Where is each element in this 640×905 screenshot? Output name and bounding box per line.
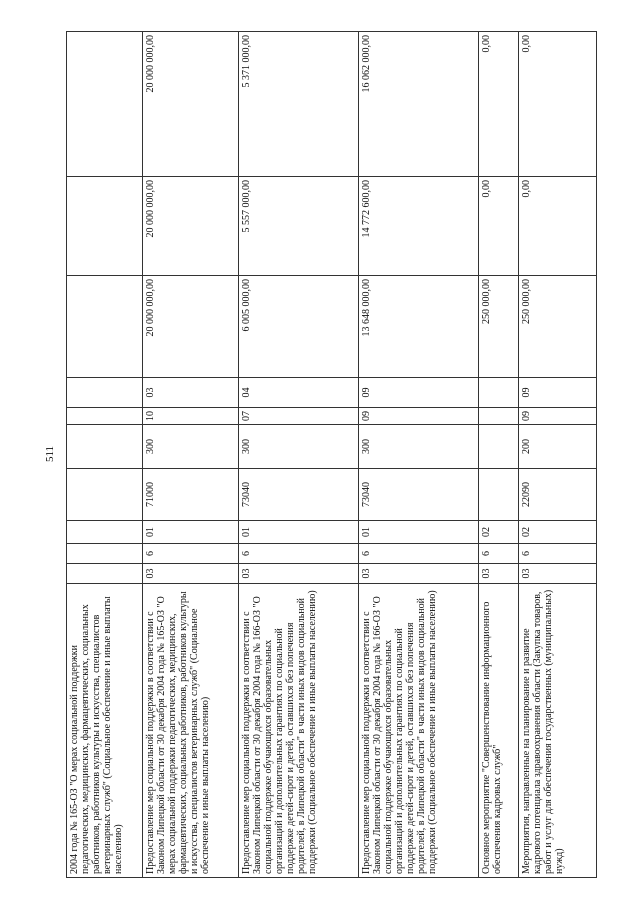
code-subsection: 09 [359,378,479,408]
amount-year-1 [67,276,143,378]
code-subsection: 04 [239,378,359,408]
code-subprogram: 6 [519,544,597,564]
code-section: 09 [519,408,597,425]
amount-year-3 [67,32,143,177]
code-program: 03 [143,564,239,584]
amount-year-1: 20 000 000,00 [143,276,239,378]
amount-year-3: 20 000 000,00 [143,32,239,177]
amount-year-1: 250 000,00 [479,276,519,378]
row-name: Предоставление мер социальной поддержки в соответствии с Законом Липецкой области от 30 декабря 2004 года № 165-ОЗ "О мерах социальной поддержки педагогических, медицинских, фармацевтических, социальных работников, работников культуры и искусства, специалистов ветеринарных служб" (Социальное обеспечение и иные выплаты населению) [143,584,239,878]
code-main-event: 01 [359,521,479,544]
page-number: 511 [44,445,56,463]
table-row [359,32,479,878]
amount-year-1: 13 648 000,00 [359,276,479,378]
row-name: Предоставление мер социальной поддержки в соответствии с Законом Липецкой области от 30 декабря 2004 года № 166-ОЗ "О социальной поддержке обучающихся образовательных организаций и дополнительных гарантиях по социальной поддержке детей-сирот и детей, оставшихся без попечения родителей, в Липецкой области" в части иных видов социальной поддержки (Социальное обеспечение и иные выплаты населению) [239,584,359,878]
code-subsection [479,378,519,408]
amount-year-2 [67,177,143,276]
code-subsection: 03 [143,378,239,408]
code-direction: 73040 [359,469,479,521]
code-subsection [67,378,143,408]
amount-year-3: 16 062 000,00 [359,32,479,177]
budget-table [66,31,597,878]
code-main-event: 01 [143,521,239,544]
code-program: 03 [479,564,519,584]
amount-year-2: 5 557 000,00 [239,177,359,276]
code-program: 03 [359,564,479,584]
row-name: Мероприятия, направленные на планирование и развитие кадрового потенциала здравоохранения области (Закупка товаров, работ и услуг для обеспечения государственных (муниципальных) нужд) [519,584,597,878]
amount-year-3: 5 371 000,00 [239,32,359,177]
row-name: Основное мероприятие "Совершенствование информационного обеспечения кадровых служб" [479,584,519,878]
code-section [67,408,143,425]
code-expense-type [479,425,519,469]
code-direction: 73040 [239,469,359,521]
amount-year-3: 0,00 [479,32,519,177]
code-expense-type: 200 [519,425,597,469]
code-subprogram [67,544,143,564]
code-section: 07 [239,408,359,425]
amount-year-2: 14 772 600,00 [359,177,479,276]
row-name: 2004 года № 165-ОЗ "О мерах социальной поддержки педагогических, медицинских, фармацевтических, социальных работников, работников культуры и искусства, специалистов ветеринарных служб" (Социальное обеспечение и иные выплаты населению) [67,584,143,878]
row-name: Предоставление мер социальной поддержки в соответствии с Законом Липецкой области от 30 декабря 2004 года № 166-ОЗ "О социальной поддержке обучающихся образовательных организаций и дополнительных гарантиях по социальной поддержке детей-сирот и детей, оставшихся без попечения родителей, в Липецкой области" в части иных видов социальной поддержки (Социальное обеспечение и иные выплаты населению) [359,584,479,878]
code-expense-type: 300 [359,425,479,469]
amount-year-1: 250 000,00 [519,276,597,378]
code-main-event: 01 [239,521,359,544]
code-expense-type: 300 [143,425,239,469]
table-row [479,32,519,878]
code-program: 03 [519,564,597,584]
code-main-event [67,521,143,544]
amount-year-2: 20 000 000,00 [143,177,239,276]
code-expense-type [67,425,143,469]
code-expense-type: 300 [239,425,359,469]
amount-year-2: 0,00 [519,177,597,276]
code-subsection: 09 [519,378,597,408]
code-program [67,564,143,584]
code-direction: 71000 [143,469,239,521]
table-row [143,32,239,878]
code-direction: 22090 [519,469,597,521]
code-section: 09 [359,408,479,425]
code-subprogram: 6 [239,544,359,564]
amount-year-3: 0,00 [519,32,597,177]
code-main-event: 02 [479,521,519,544]
amount-year-1: 6 005 000,00 [239,276,359,378]
code-main-event: 02 [519,521,597,544]
code-direction [479,469,519,521]
rotated-table-container [66,32,596,878]
table-row [67,32,143,878]
code-program: 03 [239,564,359,584]
table-row [239,32,359,878]
code-subprogram: 6 [359,544,479,564]
code-section [479,408,519,425]
code-direction [67,469,143,521]
amount-year-2: 0,00 [479,177,519,276]
code-section: 10 [143,408,239,425]
code-subprogram: 6 [479,544,519,564]
code-subprogram: 6 [143,544,239,564]
table-row [519,32,597,878]
